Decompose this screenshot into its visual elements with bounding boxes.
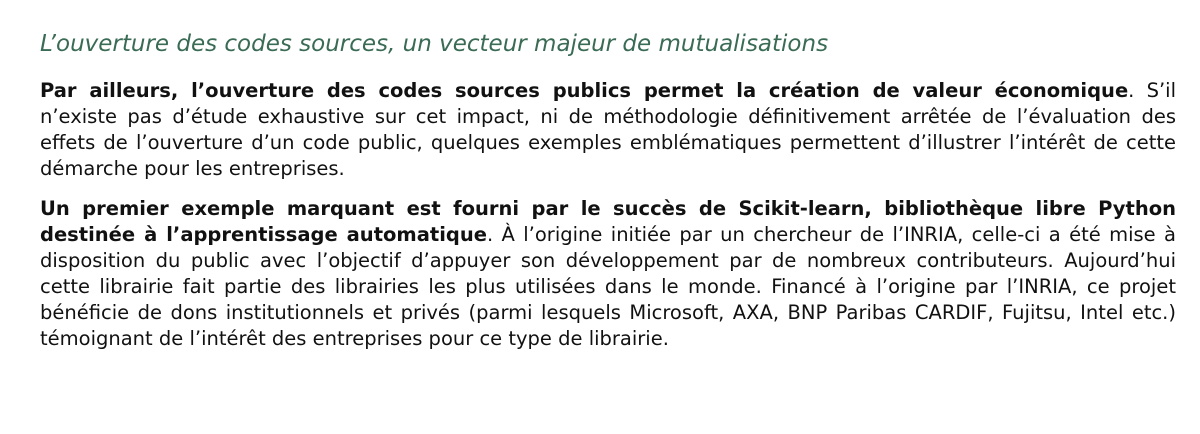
paragraph-2-text: . À l’origine initiée par un chercheur de l’INRIA, celle-ci a été mise à disposition du public avec l’objectif d’appuyer son développement par de nombreux contributeurs. Aujourd’hui cette librairie fait partie des librairies les plus utilisées dans le monde. Financé à l’origine par l’INRIA, ce projet bénéficie de dons institutionnels et privés (parmi lesquels Microsoft, AXA, BNP Paribas CARDIF, Fujitsu, Intel etc.) témoignant de l’intérêt des entreprises pour ce type de librairie. — [40, 223, 1177, 350]
section-heading: L’ouverture des codes sources, un vecteur majeur de mutualisations — [40, 31, 829, 57]
paragraph-1 — [40, 78, 1176, 182]
paragraph-1-bold: Par ailleurs, l’ouverture des codes sources publics permet la création de valeur économique — [40, 79, 1129, 102]
paragraph-2-bold: Un premier exemple marquant est fourni par le succès de Scikit-learn, bibliothèque libre Python destinée à l’apprentissage automatique — [40, 197, 1176, 246]
document-page — [40, 28, 1176, 366]
paragraph-1-text: . S’il n’existe pas d’étude exhaustive sur cet impact, ni de méthodologie définitivement arrêtée de l’évaluation des effets de l’ouverture d’un code public, quelques exemples emblématiques permettent d’illustrer l’intérêt de cette démarche pour les entreprises. — [40, 79, 1176, 180]
paragraph-2 — [40, 196, 1176, 352]
